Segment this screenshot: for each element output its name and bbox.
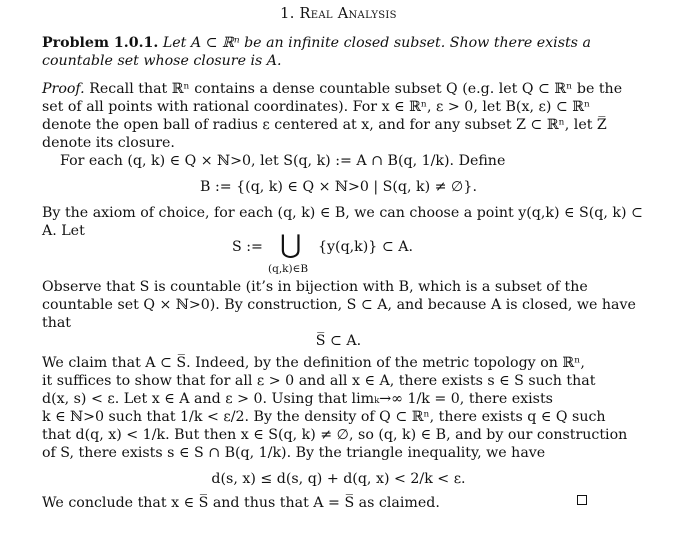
- big-union-symbol: ⋃: [280, 230, 302, 260]
- equation-B: B := {(q, k) ∈ Q × ℕ>0 | S(q, k) ≠ ∅}.: [200, 179, 477, 195]
- proof-line-2: set of all points with rational coordinates). For x ∈ ℝⁿ, ε > 0, let B(x, ε) ⊂ ℝⁿ: [42, 99, 591, 115]
- proof-line-1: [42, 80, 622, 98]
- proof-line-13: d(x, s) < ε. Let x ∈ A and ε > 0. Using that limₖ→∞ 1/k = 0, there exists: [42, 391, 553, 407]
- problem-label: Problem 1.0.1.: [42, 35, 159, 51]
- proof-line-11: We claim that A ⊂ S̅. Indeed, by the definition of the metric topology on ℝⁿ,: [42, 355, 585, 371]
- chapter-title: Real Analysis: [299, 6, 397, 22]
- equation-triangle: d(s, x) ≤ d(s, q) + d(q, x) < 2/k < ε.: [211, 471, 466, 487]
- equation-S-rhs: {y(q,k)} ⊂ A.: [318, 239, 413, 255]
- proof-line-6: By the axiom of choice, for each (q, k) ∈ B, we can choose a point y(q,k) ∈ S(q, k) ⊂: [42, 205, 643, 221]
- proof-line-8: Observe that S is countable (it’s in bijection with B, which is a subset of the: [42, 279, 588, 295]
- proof-line-4: denote its closure.: [42, 135, 175, 151]
- chapter-header: [0, 6, 677, 22]
- proof-line-12: it suffices to show that for all ε > 0 and all x ∈ A, there exists s ∈ S such that: [42, 373, 596, 389]
- proof-line-9: countable set Q × ℕ>0). By construction, S ⊂ A, and because A is closed, we have: [42, 297, 636, 313]
- equation-S-lhs: S :=: [232, 239, 263, 255]
- proof-label: Proof.: [42, 81, 85, 97]
- proof-line-7: A. Let: [42, 223, 85, 239]
- proof-line-14: k ∈ ℕ>0 such that 1/k < ε/2. By the density of Q ⊂ ℝⁿ, there exists q ∈ Q such: [42, 409, 606, 425]
- problem-statement-2: countable set whose closure is A.: [42, 53, 282, 69]
- proof-line-17: We conclude that x ∈ S̅ and thus that A = S̅ as claimed.: [42, 495, 440, 511]
- proof-line-10: that: [42, 315, 71, 331]
- proof-line-16: of S, there exists s ∈ S ∩ B(q, 1/k). By the triangle inequality, we have: [42, 445, 546, 461]
- proof-text-1: Recall that ℝⁿ contains a dense countable subset Q (e.g. let Q ⊂ ℝⁿ be the: [89, 81, 623, 97]
- union-index: (q,k)∈B: [268, 263, 309, 275]
- problem-line-1: [42, 34, 591, 52]
- qed-square-icon: [577, 495, 587, 505]
- problem-statement-1: Let A ⊂ ℝⁿ be an infinite closed subset. Show there exists a: [162, 35, 591, 51]
- proof-line-15: that d(q, x) < 1/k. But then x ∈ S(q, k) ≠ ∅, so (q, k) ∈ B, and by our construction: [42, 427, 628, 443]
- problem-line-2: [42, 52, 282, 70]
- equation-closure: S̅ ⊂ A.: [315, 333, 362, 349]
- proof-line-5: For each (q, k) ∈ Q × ℕ>0, let S(q, k) := A ∩ B(q, 1/k). Define: [60, 153, 506, 169]
- chapter-number: 1.: [280, 6, 295, 22]
- proof-line-3: denote the open ball of radius ε centered at x, and for any subset Z ⊂ ℝⁿ, let Z̅: [42, 117, 607, 133]
